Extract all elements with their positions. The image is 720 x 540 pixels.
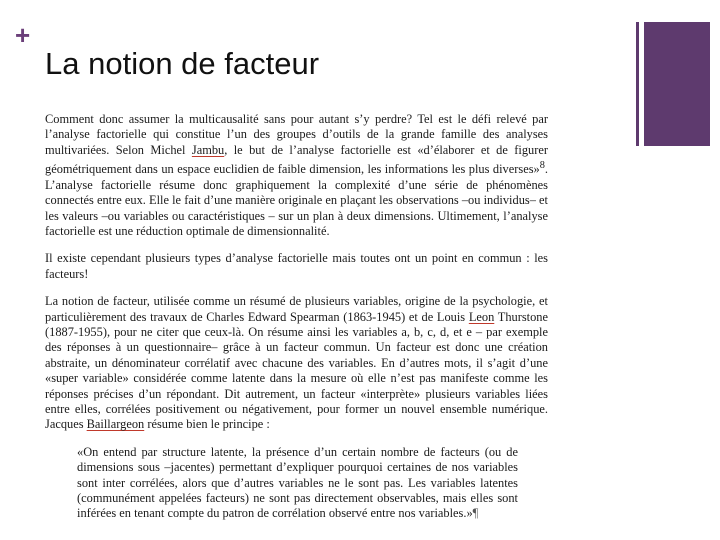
name-leon: Leon <box>468 309 495 324</box>
name-baillargeon: Baillargeon <box>86 417 145 432</box>
block-quote: «On entend par structure latente, la présence d’un certain nombre de facteurs (ou de dimensions sous –jacentes) permettant d’expliquer pourquoi certaines de nos variables sont inter corrélées, alors que d’autres variables ne le sont pas. Les variables latentes (communément appelées facteurs) ne sont pas directement observables, mais elles sont inférées en tenant compte du patron de corrélation observé entre nos variables.»¶ <box>77 444 518 521</box>
paragraph-1: Comment donc assumer la multicausalité sans pour autant s’y perdre? Tel est le défi relevé par l’analyse factorielle qui constitue l’un des groupes d’outils de la grande famille des analyses multivariées. Selon Michel Jambu, le but de l’analyse factorielle est «d’élaborer et de figurer géométriquement dans un espace euclidien de faible dimension, les informations les plus diverses»$^8$. L’analyse factorielle résume donc graphiquement la complexité d’une série de phénomènes connectés entre eux. Elle le fait d’une manière originale en plaçant les observations –ou individus– et les valeurs –ou variables ou caractéristiques – sur un plan à deux dimensions. Ultimement, l’analyse factorielle est une réduction optimale de dimensionnalité. <box>45 112 548 238</box>
accent-bar-thin <box>636 22 639 146</box>
slide-title: La notion de facteur <box>45 46 320 81</box>
footnote-ref: 8 <box>539 160 545 172</box>
plus-icon: + <box>15 20 31 50</box>
paragraph-2: Il existe cependant plusieurs types d’analyse factorielle mais toutes ont un point en commun : les facteurs! <box>45 251 548 281</box>
pilcrow-mark: ¶ <box>472 506 479 521</box>
paragraph-3: La notion de facteur, utilisée comme un résumé de plusieurs variables, origine de la psychologie, et particulièrement des travaux de Charles Edward Spearman (1863-1945) et de Louis Leon Thurstone (1887-1955), pour ne citer que ceux-là. On résume ainsi les variables a, b, c, d, et e – par exemple des réponses à un questionnaire– grâce à un facteur commun. Un facteur est donc une création abstraite, un dénominateur corrélatif avec chacune des variables. En d’autres mots, il s’agit d’une «super variable» considérée comme latente dans la mesure où elle n’est pas manifeste comme les réponses précises d’un répondant. Dit autrement, un facteur «interprète» plusieurs variables liées entre elles, corrélées positivement ou négativement, pour former un nouvel ensemble numérique. Jacques Baillargeon résume bien le principe : <box>45 294 548 432</box>
name-jambu: Jambu <box>191 142 225 157</box>
accent-bar-block <box>644 22 710 146</box>
document-body <box>45 112 548 522</box>
